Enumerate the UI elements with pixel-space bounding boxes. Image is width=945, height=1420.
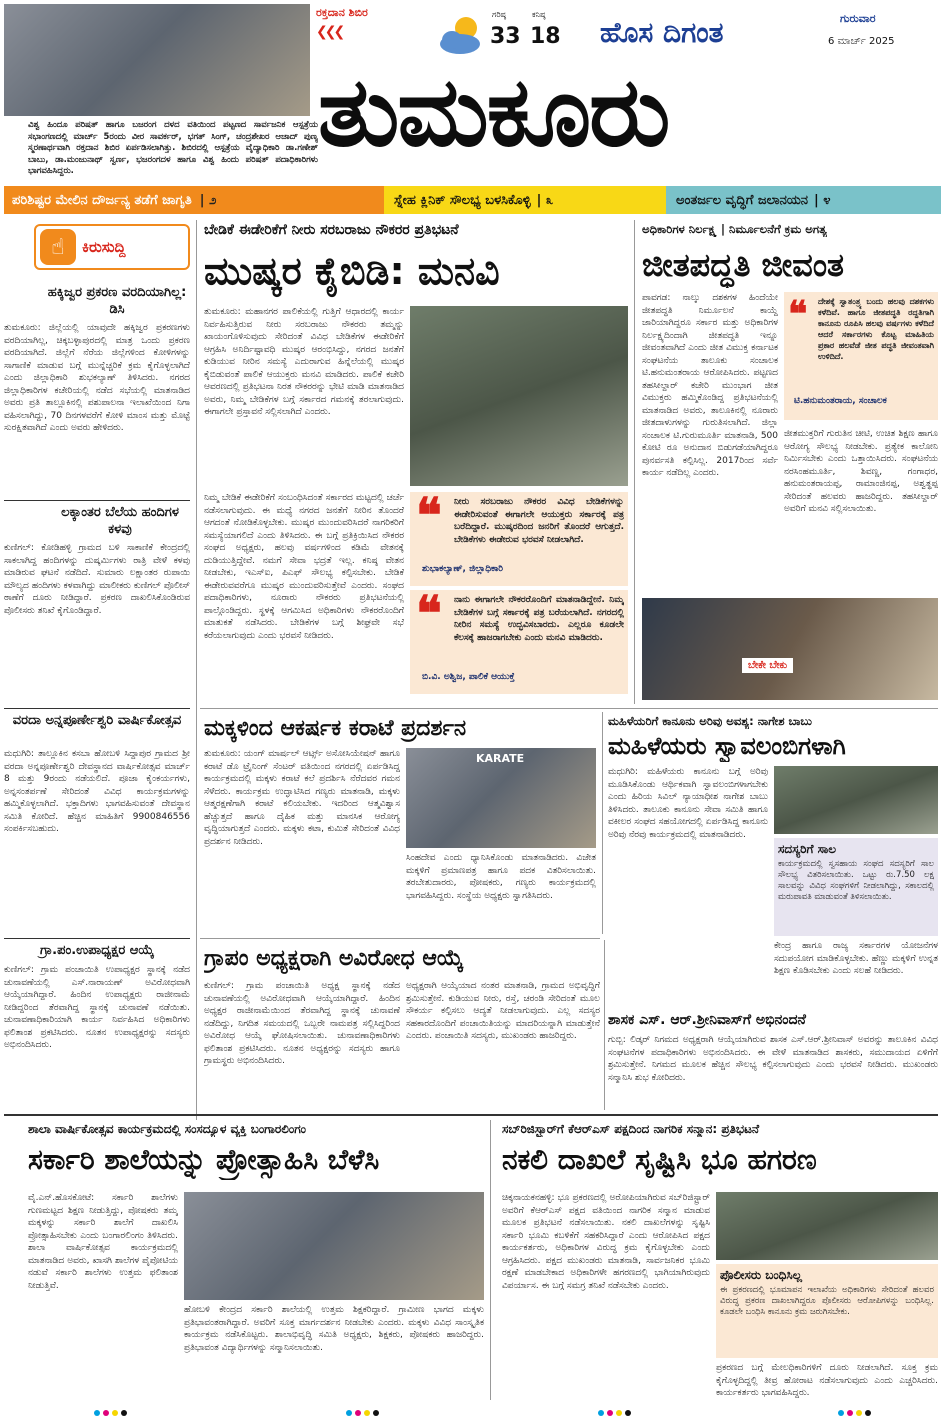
kiru-item-2-body: ಕುಣಿಗಲ್: ಕೋಡಿಹಳ್ಳಿ ಗ್ರಾಮದ ಬಳಿ ಸಾಕಾಣಿಕೆ ಕೇಂದ್ರದಲ್ಲಿ ಸಾಕಲಾಗಿದ್ದ ಹಂದಿಗಳನ್ನು ದುಷ್ಕರ್ಮಿಗಳು ರಾತ್ರಿ ವೇಳೆ ಕಳವು ಮಾಡಿರುವ ಘಟನೆ ನಡೆದಿದೆ. ಸುಮಾರು ಲಕ್ಷಾಂತರ ರುಪಾಯಿ ಮೌಲ್ಯದ ಹಂದಿಗಳು ಕಳವಾಗಿದ್ದು ಮಾಲೀಕರು ಕುಣಿಗಲ್ ಪೊಲೀಸ್ ಠಾಣೆಗೆ ದೂರು ನೀಡಿದ್ದಾರೆ. ಪ್ರಕರಣ ದಾಖಲಿಸಿಕೊಂಡಿರುವ ಪೊಲೀಸರು ತನಿಖೆ ಕೈಗೊಂಡಿದ್ದಾರೆ. — [4, 543, 190, 616]
lead-photo — [410, 306, 628, 486]
lead-kicker: ಬೇಡಿಕೆ ಈಡೇರಿಕೆಗೆ ನೀರು ಸರಬರಾಜು ನೌಕರರ ಪ್ರತಿಭಟನೆ — [204, 222, 459, 238]
column-rule — [634, 220, 635, 704]
quote-icon: ❝ — [788, 293, 808, 335]
school-body-1: ವೈ.ಎನ್.ಹೊಸಕೋಟೆ: ಸರ್ಕಾರಿ ಶಾಲೆಗಳು ಗುಣಮಟ್ಟದ ಶಿಕ್ಷಣ ನೀಡುತ್ತಿದ್ದು, ಪೋಷಕರು ತಮ್ಮ ಮಕ್ಕಳನ್ನು ಸರ್ಕಾರಿ ಶಾಲೆಗೆ ದಾಖಲಿಸಿ ಪ್ರೋತ್ಸಾಹಿಸಬೇಕು ಎಂದು ಬಂಗಾರಲಿಂಗಂ ತಿಳಿಸಿದರು. ಶಾಲಾ ವಾರ್ಷಿಕೋತ್ಸವ ಕಾರ್ಯಕ್ರಮದಲ್ಲಿ ಮಾತನಾಡಿದ ಅವರು, ಖಾಸಗಿ ಶಾಲೆಗಳ ಪೈಪೋಟಿಯ ನಡುವೆ ಸರ್ಕಾರಿ ಶಾಲೆಗಳು ಉತ್ತಮ ಫಲಿತಾಂಶ ನೀಡುತ್ತಿವೆ. — [28, 1193, 178, 1291]
quote-icon: ❝ — [416, 488, 442, 544]
karate-headline: ಮಕ್ಕಳಿಂದ ಆಕರ್ಷಕ ಕರಾಟೆ ಪ್ರದರ್ಶನ — [204, 716, 467, 741]
jeeta-headline: ಜೀತಪದ್ಧತಿ ಜೀವಂತ — [642, 246, 844, 284]
strip-item-3-page: | ೪ — [814, 192, 831, 208]
kiru-item-3-body: ಮಧುಗಿರಿ: ತಾಲ್ಲೂಕಿನ ಕಸಬಾ ಹೋಬಳಿ ಸಿದ್ದಾಪುರ ಗ್ರಾಮದ ಶ್ರೀ ವರದಾ ಅನ್ನಪೂರ್ಣೇಶ್ವರಿ ದೇವಸ್ಥಾನದ ವಾರ್ಷಿಕೋತ್ಸವ ಮಾರ್ಚ್ 8 ಮತ್ತು 9ರಂದು ನಡೆಯಲಿದೆ. ಪೂಜಾ ಕೈಂಕರ್ಯಗಳು, ಅನ್ನಸಂತರ್ಪಣೆ ಸೇರಿದಂತೆ ವಿವಿಧ ಕಾರ್ಯಕ್ರಮಗಳನ್ನು ಹಮ್ಮಿಕೊಳ್ಳಲಾಗಿದೆ. ಭಕ್ತಾದಿಗಳು ಭಾಗವಹಿಸುವಂತೆ ದೇವಸ್ಥಾನ ಸಮಿತಿ ಕೋರಿದೆ. ಹೆಚ್ಚಿನ ಮಾಹಿತಿಗೆ 9900846556 ಸಂಪರ್ಕಿಸಬಹುದು. — [4, 749, 190, 834]
lead-quote-1: ನೀರು ಸರಬರಾಜು ನೌಕರರ ವಿವಿಧ ಬೇಡಿಕೆಗಳನ್ನು ಈಡೇರಿಸುವಂತೆ ಈಗಾಗಲೇ ಆಯುಕ್ತರು ಸರ್ಕಾರಕ್ಕೆ ಪತ್ರ ಬರೆದಿದ್ದಾರೆ. ಮುಷ್ಕರದಿಂದ ಜನರಿಗೆ ತೊಂದರೆ ಆಗುತ್ತದೆ. ಬೇಡಿಕೆಗಳು ಈಡೇರುವ ಭರವಸೆ ನೀಡಲಾಗಿದೆ. — [454, 497, 624, 545]
column-rule — [196, 220, 197, 1120]
strip-item-2-text: ಸ್ನೇಹ ಕ್ಲಿನಿಕ್ ಸೌಲಭ್ಯ ಬಳಸಿಕೊಳ್ಳಿ — [394, 192, 531, 208]
row-rule — [200, 708, 938, 709]
gp-body-2: ಅಧ್ಯಕ್ಷರಾಗಿ ಆಯ್ಕೆಯಾದ ನಂತರ ಮಾತನಾಡಿ, ಗ್ರಾಮದ ಅಭಿವೃದ್ಧಿಗೆ ಶ್ರಮಿಸುತ್ತೇನೆ. ಕುಡಿಯುವ ನೀರು, ರಸ್ತೆ, ಚರಂಡಿ ಸೇರಿದಂತೆ ಮೂಲ ಸೌಕರ್ಯ ಕಲ್ಪಿಸಲು ಆದ್ಯತೆ ನೀಡಲಾಗುವುದು. ಎಲ್ಲ ಸದಸ್ಯರ ಸಹಕಾರದೊಂದಿಗೆ ಪಂಚಾಯಿತಿಯನ್ನು ಮಾದರಿಯನ್ನಾಗಿ ಮಾಡುತ್ತೇನೆ ಎಂದರು. ಪಂಚಾಯಿತಿ ಸದಸ್ಯರು, ಮುಖಂಡರು ಹಾಜರಿದ್ದರು. — [406, 981, 600, 1041]
lead-body-2: ನಿಮ್ಮ ಬೇಡಿಕೆ ಈಡೇರಿಕೆಗೆ ಸಂಬಂಧಿಸಿದಂತೆ ಸರ್ಕಾರದ ಮಟ್ಟದಲ್ಲಿ ಚರ್ಚೆ ನಡೆಸಲಾಗುವುದು. ಈ ಮಧ್ಯೆ ನಗರದ ಜನತೆಗೆ ನೀರಿನ ತೊಂದರೆ ಆಗದಂತೆ ನೋಡಿಕೊಳ್ಳಬೇಕು. ಮುಷ್ಕರ ಮುಂದುವರಿಸಿದರೆ ನಾಗರಿಕರಿಗೆ ಸಮಸ್ಯೆಯಾಗಲಿದೆ ಎಂದು ತಿಳಿಸಿದರು. ಈ ಬಗ್ಗೆ ಪ್ರತಿಕ್ರಿಯಿಸಿದ ನೌಕರರ ಸಂಘದ ಅಧ್ಯಕ್ಷರು, ಹಲವು ವರ್ಷಗಳಿಂದ ಕಡಿಮೆ ವೇತನಕ್ಕೆ ದುಡಿಯುತ್ತಿದ್ದೇವೆ. ನಮಗೆ ಸೇವಾ ಭದ್ರತೆ ಇಲ್ಲ. ಕನಿಷ್ಠ ವೇತನ ನೀಡಬೇಕು, ಇಎಸ್ಐ, ಪಿಎಫ್ ಸೌಲಭ್ಯ ಕಲ್ಪಿಸಬೇಕು. ಬೇಡಿಕೆ ಈಡೇರುವವರೆಗೂ ಮುಷ್ಕರ ಮುಂದುವರಿಸುತ್ತೇವೆ ಎಂದರು. ಸಂಘದ ಪದಾಧಿಕಾರಿಗಳು, ನೂರಾರು ನೌಕರರು ಪ್ರತಿಭಟನೆಯಲ್ಲಿ ಪಾಲ್ಗೊಂಡಿದ್ದರು. ಸ್ಥಳಕ್ಕೆ ಆಗಮಿಸಿದ ಅಧಿಕಾರಿಗಳು ನೌಕರರೊಂದಿಗೆ ಮಾತುಕತೆ ನಡೆಸಿದರು. ಬೇಡಿಕೆಗಳ ಬಗ್ಗೆ ಶೀಘ್ರವೇ ಸಭೆ ಕರೆಯಲಾಗುವುದು ಎಂದು ಭರವಸೆ ನೀಡಿದರು. — [204, 493, 404, 641]
kicker-text: ರಕ್ತದಾನ ಶಿಬಿರ — [316, 6, 368, 19]
lead-quote-2-source: ಬಿ.ವಿ. ಅಶ್ವಿಜ, ಪಾಲಿಕೆ ಆಯುಕ್ತೆ — [422, 672, 515, 682]
print-registration-dots — [598, 1410, 631, 1416]
weather-max-label: ಗರಿಷ್ಠ — [492, 10, 506, 19]
lead-quote-2-box — [410, 586, 628, 694]
women-body-1: ಮಧುಗಿರಿ: ಮಹಿಳೆಯರು ಕಾನೂನು ಬಗ್ಗೆ ಅರಿವು ಮೂಡಿಸಿಕೊಂಡು ಆರ್ಥಿಕವಾಗಿ ಸ್ವಾವಲಂಬಿಗಳಾಗಬೇಕು ಎಂದು ಹಿರಿಯ ಸಿವಿಲ್ ನ್ಯಾಯಾಧೀಶ ನಾಗೇಶ ಬಾಬು ತಿಳಿಸಿದರು. ತಾಲೂಕು ಕಾನೂನು ಸೇವಾ ಸಮಿತಿ ಹಾಗೂ ವಕೀಲರ ಸಂಘದ ಸಹಯೋಗದಲ್ಲಿ ಏರ್ಪಡಿಸಿದ್ದ ಕಾನೂನು ಅರಿವು ನೆರವು ಕಾರ್ಯಕ್ರಮದಲ್ಲಿ ಮಾತನಾಡಿದರು. — [608, 767, 768, 840]
jeeta-quote-box — [784, 292, 938, 420]
strip-item-3[interactable] — [666, 186, 941, 214]
weather-min-label: ಕನಿಷ್ಠ — [532, 10, 546, 19]
women-photo — [774, 766, 938, 834]
land-box — [716, 1264, 938, 1358]
school-headline: ಸರ್ಕಾರಿ ಶಾಲೆಯನ್ನು ಪ್ರೋತ್ಸಾಹಿಸಿ ಬೆಳೆಸಿ — [28, 1143, 380, 1176]
kiru-item-4-title: ಗ್ರಾ.ಪಂ.ಉಪಾಧ್ಯಕ್ಷರ ಆಯ್ಕೆ — [39, 943, 155, 958]
karate-body-2: ಸಿಂಹದೇವ ಎಂದು ಧ್ಯಾನಿಸಿಕೊಂಡು ಮಾತನಾಡಿದರು. ವಿಜೇತ ಮಕ್ಕಳಿಗೆ ಪ್ರಮಾಣಪತ್ರ ಹಾಗೂ ಪದಕ ವಿತರಿಸಲಾಯಿತು. ತರಬೇತುದಾರರು, ಪೋಷಕರು, ಗಣ್ಯರು ಕಾರ್ಯಕ್ರಮದಲ್ಲಿ ಭಾಗವಹಿಸಿದ್ದರು. ಸಂಸ್ಥೆಯ ಅಧ್ಯಕ್ಷರು ಸ್ವಾಗತಿಸಿದರು. — [406, 853, 596, 901]
jeeta-photo — [642, 598, 938, 700]
land-box-body: ಈ ಪ್ರಕರಣದಲ್ಲಿ ಭೂಮಾಪನ ಇಲಾಖೆಯ ಅಧಿಕಾರಿಗಳು ಸೇರಿದಂತೆ ಹಲವರ ವಿರುದ್ಧ ಪ್ರಕರಣ ದಾಖಲಾಗಿದ್ದರೂ ಪೊಲೀಸರು ಆರೋಪಿಗಳನ್ನು ಬಂಧಿಸಿಲ್ಲ. ಕೂಡಲೇ ಬಂಧಿಸಿ ಕಾನೂನು ಕ್ರಮ ಜರುಗಿಸಬೇಕು. — [720, 1285, 934, 1317]
kiru-item-3-title: ವರದಾ ಅನ್ನಪೂರ್ಣೇಶ್ವರಿ ವಾರ್ಷಿಕೋತ್ಸವ — [12, 713, 182, 728]
lead-quote-2: ನಾನು ಈಗಾಗಲೇ ನೌಕರರೊಂದಿಗೆ ಮಾತನಾಡಿದ್ದೇನೆ. ನಿಮ್ಮ ಬೇಡಿಕೆಗಳ ಬಗ್ಗೆ ಸರ್ಕಾರಕ್ಕೆ ಪತ್ರ ಬರೆಯಲಾಗಿದೆ. ನಗರದಲ್ಲಿ ನೀರಿನ ಸಮಸ್ಯೆ ಉದ್ಭವಿಸಬಾರದು. ಎಲ್ಲರೂ ಕೂಡಲೇ ಕೆಲಸಕ್ಕೆ ಹಾಜರಾಗಬೇಕು ಎಂದು ಮನವಿ ಮಾಡಿದರು. — [454, 595, 624, 643]
date-label: 6 ಮಾರ್ಚ್ 2025 — [828, 36, 895, 47]
kiru-suddi-brand: ಕಿರುಸುದ್ದಿ — [82, 238, 126, 256]
jeeta-body-1: ಪಾವಗಡ: ನಾಲ್ಕು ದಶಕಗಳ ಹಿಂದೆಯೇ ಜೀತಪದ್ಧತಿ ನಿರ್ಮೂಲನೆ ಕಾಯ್ದೆ ಜಾರಿಯಾಗಿದ್ದರೂ ಸರ್ಕಾರ ಮತ್ತು ಅಧಿಕಾರಿಗಳ ನಿರ್ಲಕ್ಷ್ಯದಿಂದಾಗಿ ಜೀತಪದ್ಧತಿ ಇನ್ನೂ ಜೀವಂತವಾಗಿದೆ ಎಂದು ಜೀತ ವಿಮುಕ್ತ ಕರ್ನಾಟಕ ಸಂಘಟನೆಯ ತಾಲೂಕು ಸಂಚಾಲಕ ಟಿ.ಹನುಮಂತರಾಯ ಆರೋಪಿಸಿದರು. ಪಟ್ಟಣದ ತಹಸೀಲ್ದಾರ್ ಕಚೇರಿ ಮುಂಭಾಗ ಜೀತ ವಿಮುಕ್ತರು ಹಮ್ಮಿಕೊಂಡಿದ್ದ ಪ್ರತಿಭಟನೆಯಲ್ಲಿ ಮಾತನಾಡಿದ ಅವರು, ತಾಲೂಕಿನಲ್ಲಿ ನೂರಾರು ಜೀತದಾಳುಗಳನ್ನು ಗುರುತಿಸಲಾಗಿದೆ. ಜಿಲ್ಲಾ ಸಂಚಾಲಕ ಟಿ.ಗುರುಮೂರ್ತಿ ಮಾತನಾಡಿ, 500 ಕೋಟಿ ರೂ ಅನುದಾನ ಬಿಡುಗಡೆಯಾಗಿದ್ದರೂ ಪುನರ್ವಸತಿ ಕಲ್ಪಿಸಿಲ್ಲ. 2017ರಿಂದ ಸರ್ವೆ ಕಾರ್ಯ ನಡೆದಿಲ್ಲ ಎಂದರು. — [642, 293, 778, 478]
land-photo — [716, 1192, 938, 1260]
top-photo-caption: ವಿಶ್ವ ಹಿಂದೂ ಪರಿಷತ್ ಹಾಗೂ ಬಜರಂಗ ದಳದ ವತಿಯಿಂದ ಪಟ್ಟಣದ ಸಾರ್ವಜನಿಕ ಆಸ್ಪತ್ರೆಯ ಸಭಾಂಗಣದಲ್ಲಿ ಮಾರ್ಚ್ 5ರಂದು ವೀರ ಸಾವರ್ಕರ್, ಭಗತ್ ಸಿಂಗ್, ಚಂದ್ರಶೇಖರ ಆಜಾದ್ ಪುಣ್ಯ ಸ್ಮರಣಾರ್ಥವಾಗಿ ರಕ್ತದಾನ ಶಿಬಿರ ಏರ್ಪಡಿಸಲಾಗಿತ್ತು. ಶಿಬಿರದಲ್ಲಿ ಆಸ್ಪತ್ರೆಯ ವೈದ್ಯಾಧಿಕಾರಿ ಡಾ.ಗಣೇಶ್ ಬಾಬು, ಡಾ.ಮಂಜುನಾಥ್ ಸ್ವರ್ಣ, ಭಜರಂಗದಳ ಹಾಗೂ ವಿಶ್ವ ಹಿಂದು ಪರಿಷತ್ ಪದಾಧಿಕಾರಿಗಳು ಭಾಗವಹಿಸಿದ್ದರು. — [28, 120, 318, 176]
land-kicker: ಸಬ್‌ರಿಜಿಸ್ಟ್ರಾರ್‌ಗೆ ಕೆಆರ್‌ಎಸ್ ಪಕ್ಷದಿಂದ ನಾಗರಿಕ ಸನ್ಮಾನ: ಪ್ರತಿಭಟನೆ — [502, 1122, 760, 1136]
column-rule — [490, 1120, 491, 1400]
land-headline: ನಕಲಿ ದಾಖಲೆ ಸೃಷ್ಟಿಸಿ ಭೂ ಹಗರಣ — [502, 1143, 817, 1176]
land-box-title: ಪೊಲೀಸರು ಬಂಧಿಸಿಲ್ಲ — [720, 1268, 802, 1282]
gp-headline: ಗ್ರಾಪಂ ಅಧ್ಯಕ್ಷರಾಗಿ ಅವಿರೋಧ ಆಯ್ಕೆ — [204, 946, 464, 971]
school-kicker: ಶಾಲಾ ವಾರ್ಷಿಕೋತ್ಸವ ಕಾರ್ಯಕ್ರಮದಲ್ಲಿ ಸಂಸದ್ಯೂಳ ವ್ಯಕ್ತಿ ಬಂಗಾರಲಿಂಗಂ — [28, 1122, 307, 1136]
divider — [4, 500, 190, 501]
karate-banner: KARATE — [476, 752, 525, 765]
karate-body-1: ತುಮಕೂರು: ಯಂಗ್ ಮಾರ್ಷಲ್ ಆರ್ಟ್ಸ್ ಅಸೋಸಿಯೇಷನ್ ಹಾಗೂ ಕರಾಟೆ ಡೊ ಟ್ರೈನಿಂಗ್ ಸೆಂಟರ್ ವತಿಯಿಂದ ನಗರದಲ್ಲಿ ಏರ್ಪಡಿಸಿದ್ದ ಕಾರ್ಯಕ್ರಮದಲ್ಲಿ ಮಕ್ಕಳು ಕರಾಟೆ ಕಲೆ ಪ್ರದರ್ಶಿಸಿ ನೆರೆದವರ ಗಮನ ಸೆಳೆದರು. ಕಾರ್ಯಕ್ರಮ ಉದ್ಘಾಟಿಸಿದ ಗಣ್ಯರು ಮಾತನಾಡಿ, ಮಕ್ಕಳು ಆತ್ಮರಕ್ಷಣೆಗಾಗಿ ಕರಾಟೆ ಕಲಿಯಬೇಕು. ಇದರಿಂದ ಆತ್ಮವಿಶ್ವಾಸ ಹೆಚ್ಚುತ್ತದೆ ಹಾಗೂ ದೈಹಿಕ ಮತ್ತು ಮಾನಸಿಕ ಆರೋಗ್ಯ ವೃದ್ಧಿಯಾಗುತ್ತದೆ ಎಂದರು. ಮಕ್ಕಳು ಕಟಾ, ಕುಮಿತೆ ಸೇರಿದಂತೆ ವಿವಿಧ ಪ್ರದರ್ಶನ ನೀಡಿದರು. — [204, 749, 400, 847]
pointing-hand-icon: ☝ — [40, 229, 76, 265]
school-photo — [184, 1192, 484, 1300]
divider — [4, 708, 190, 709]
strip-item-2[interactable] — [384, 186, 666, 214]
srinivas-body: ಗುಬ್ಬಿ: ಲಿಡ್ಕರ್ ನಿಗಮದ ಅಧ್ಯಕ್ಷರಾಗಿ ಆಯ್ಕೆಯಾಗಿರುವ ಶಾಸಕ ಎಸ್.ಆರ್.ಶ್ರೀನಿವಾಸ್ ಅವರನ್ನು ತಾಲೂಕಿನ ವಿವಿಧ ಸಂಘಟನೆಗಳ ಪದಾಧಿಕಾರಿಗಳು ಅಭಿನಂದಿಸಿದರು. ಈ ವೇಳೆ ಮಾತನಾಡಿದ ಶಾಸಕರು, ಸಮುದಾಯದ ಏಳಿಗೆಗೆ ಶ್ರಮಿಸುತ್ತೇನೆ. ನಿಗಮದ ಮೂಲಕ ಹೆಚ್ಚಿನ ಸೌಲಭ್ಯ ಕಲ್ಪಿಸಲಾಗುವುದು ಎಂದು ಭರವಸೆ ನೀಡಿದರು. ಮುಖಂಡರು ಸನ್ಮಾನಿಸಿ ಶುಭ ಕೋರಿದರು. — [608, 1035, 938, 1083]
kiru-item-2-title: ಲಕ್ಕಾಂತರ ಬೆಲೆಯ ಹಂದಿಗಳ ಕಳವು — [61, 505, 179, 537]
top-photo — [4, 4, 310, 116]
srinivas-headline: ಶಾಸಕ ಎಸ್. ಆರ್.ಶ್ರೀನಿವಾಸ್‌ಗೆ ಅಭಿನಂದನೆ — [608, 1012, 806, 1028]
column-rule — [604, 940, 605, 1110]
strip-item-1[interactable] — [4, 186, 384, 214]
weather-min: 18 — [530, 24, 561, 49]
print-registration-dots — [838, 1410, 871, 1416]
women-box-body: ಕಾರ್ಯಕ್ರಮದಲ್ಲಿ ಸ್ವಸಹಾಯ ಸಂಘದ ಸದಸ್ಯರಿಗೆ ಸಾಲ ಸೌಲಭ್ಯ ವಿತರಿಸಲಾಯಿತು. ಒಟ್ಟು ರು.7.50 ಲಕ್ಷ ಸಾಲವನ್ನು ವಿವಿಧ ಸಂಘಗಳಿಗೆ ನೀಡಲಾಗಿದ್ದು, ಸಕಾಲದಲ್ಲಿ ಮರುಪಾವತಿ ಮಾಡುವಂತೆ ತಿಳಿಸಲಾಯಿತು. — [778, 859, 934, 902]
divider — [4, 938, 190, 939]
strip-item-2-page: | ೩ — [536, 192, 554, 208]
land-body-2: ಪ್ರಕರಣದ ಬಗ್ಗೆ ಮೇಲಧಿಕಾರಿಗಳಿಗೆ ದೂರು ನೀಡಲಾಗಿದೆ. ಸೂಕ್ತ ಕ್ರಮ ಕೈಗೊಳ್ಳದಿದ್ದಲ್ಲಿ ತೀವ್ರ ಹೋರಾಟ ನಡೆಸಲಾಗುವುದು ಎಂದು ಎಚ್ಚರಿಸಿದರು. ಕಾರ್ಯಕರ್ತರು ಭಾಗವಹಿಸಿದ್ದರು. — [716, 1363, 938, 1398]
women-box — [774, 838, 938, 936]
kicker-label — [316, 6, 368, 20]
lead-body-1: ತುಮಕೂರು: ಮಹಾನಗರ ಪಾಲಿಕೆಯಲ್ಲಿ ಗುತ್ತಿಗೆ ಆಧಾರದಲ್ಲಿ ಕಾರ್ಯ ನಿರ್ವಹಿಸುತ್ತಿರುವ ನೀರು ಸರಬರಾಜು ನೌಕರರು ತಮ್ಮನ್ನು ಖಾಯಂಗೊಳಿಸುವುದು ಸೇರಿದಂತೆ ವಿವಿಧ ಬೇಡಿಕೆಗಳ ಈಡೇರಿಕೆಗೆ ಆಗ್ರಹಿಸಿ ಅನಿರ್ದಿಷ್ಟಾವಧಿ ಮುಷ್ಕರ ಆರಂಭಿಸಿದ್ದು, ನಗರದ ಜನತೆಗೆ ಕುಡಿಯುವ ನೀರಿನ ಸಮಸ್ಯೆ ಎದುರಾಗುವ ಹಿನ್ನೆಲೆಯಲ್ಲಿ ಮುಷ್ಕರ ಕೈಬಿಡುವಂತೆ ಪಾಲಿಕೆ ಆಯುಕ್ತರು ಮನವಿ ಮಾಡಿದರು. ಪಾಲಿಕೆ ಕಚೇರಿ ಆವರಣದಲ್ಲಿ ಪ್ರತಿಭಟನಾ ನಿರತ ನೌಕರರನ್ನು ಭೇಟಿ ಮಾಡಿ ಮಾತನಾಡಿದ ಅವರು, ನಿಮ್ಮ ಬೇಡಿಕೆಗಳ ಬಗ್ಗೆ ಸರ್ಕಾರದ ಗಮನಕ್ಕೆ ತರಲಾಗುವುದು. ಈಗಾಗಲೇ ಪ್ರಸ್ತಾವನೆ ಸಲ್ಲಿಸಲಾಗಿದೆ ಎಂದರು. — [204, 307, 404, 417]
weather-max: 33 — [490, 24, 521, 49]
strip-item-1-text: ಪರಿಶಿಷ್ಟರ ಮೇಲಿನ ದೌರ್ಜನ್ಯ ತಡೆಗೆ ಜಾಗೃತಿ — [12, 192, 192, 208]
chevrons-icon: ❮❮❮ — [316, 24, 343, 40]
kiru-item-1-body: ತುಮಕೂರು: ಜಿಲ್ಲೆಯಲ್ಲಿ ಯಾವುದೇ ಹಕ್ಕಿಜ್ವರ ಪ್ರಕರಣಗಳು ವರದಿಯಾಗಿಲ್ಲ, ಚಿಕ್ಕಬಳ್ಳಾಪುರದಲ್ಲಿ ಮಾತ್ರ ಒಂದು ಪ್ರಕರಣ ವರದಿಯಾಗಿದೆ. ಜಿಲ್ಲೆಗೆ ನೆರೆಯ ಜಿಲ್ಲೆಗಳಿಂದ ಕೋಳಿಗಳನ್ನು ಸಾಗಾಣಿಕೆ ಮಾಡುವ ಬಗ್ಗೆ ಮುನ್ನೆಚ್ಚರಿಕೆ ಕ್ರಮ ಕೈಗೊಳ್ಳಲಾಗಿದೆ ಎಂದು ಜಿಲ್ಲಾಧಿಕಾರಿ ಶುಭಕಲ್ಯಾಣ್ ತಿಳಿಸಿದರು. ನಗರದ ಜಿಲ್ಲಾಧಿಕಾರಿಗಳ ಕಚೇರಿಯಲ್ಲಿ ನಡೆದ ಸಭೆಯಲ್ಲಿ ಮಾತನಾಡಿದ ಅವರು ಪ್ರತಿ ತಾಲ್ಲೂಕಿನಲ್ಲಿ ಪಶುಪಾಲನಾ ಇಲಾಖೆಯಿಂದ ನಿಗಾ ವಹಿಸಲಾಗಿದ್ದು, 70 ದಿನಗಳವರೆಗೆ ಕೋಳಿ ಮಾಂಸ ಮತ್ತು ಮೊಟ್ಟೆ ಸುರಕ್ಷಿತವಾಗಿದೆ ಎಂದು ಅವರು ಹೇಳಿದರು. — [4, 323, 190, 433]
kiru-item-4-body: ಕುಣಿಗಲ್: ಗ್ರಾಮ ಪಂಚಾಯಿತಿ ಉಪಾಧ್ಯಕ್ಷರ ಸ್ಥಾನಕ್ಕೆ ನಡೆದ ಚುನಾವಣೆಯಲ್ಲಿ ಎಸ್.ನಾರಾಯಣ್ ಅವಿರೋಧವಾಗಿ ಆಯ್ಕೆಯಾಗಿದ್ದಾರೆ. ಹಿಂದಿನ ಉಪಾಧ್ಯಕ್ಷರು ರಾಜೀನಾಮೆ ನೀಡಿದ್ದರಿಂದ ತೆರವಾಗಿದ್ದ ಸ್ಥಾನಕ್ಕೆ ಚುನಾವಣೆ ನಡೆಯಿತು. ಚುನಾವಣಾಧಿಕಾರಿಯಾಗಿ ಕಾರ್ಯ ನಿರ್ವಹಿಸಿದ ಅಧಿಕಾರಿಗಳು ಫಲಿತಾಂಶ ಪ್ರಕಟಿಸಿದರು. ನೂತನ ಉಪಾಧ್ಯಕ್ಷರನ್ನು ಸದಸ್ಯರು ಅಭಿನಂದಿಸಿದರು. — [4, 965, 190, 1050]
women-kicker: ಮಹಿಳೆಯರಿಗೆ ಕಾನೂನು ಅರಿವು ಅವಶ್ಯ: ನಾಗೇಶ ಬಾಬು — [608, 714, 812, 728]
city-title: ತುಮಕೂರು — [318, 56, 669, 168]
row-rule — [200, 938, 600, 939]
women-headline: ಮಹಿಳೆಯರು ಸ್ವಾವಲಂಬಿಗಳಾಗಿ — [608, 732, 846, 760]
women-body-3: ಕೇಂದ್ರ ಹಾಗೂ ರಾಜ್ಯ ಸರ್ಕಾರಗಳ ಯೋಜನೆಗಳ ಸದುಪಯೋಗ ಮಾಡಿಕೊಳ್ಳಬೇಕು. ಹೆಣ್ಣು ಮಕ್ಕಳಿಗೆ ಉನ್ನತ ಶಿಕ್ಷಣ ಕೊಡಿಸಬೇಕು ಎಂದು ಸಲಹೆ ನೀಡಿದರು. — [774, 941, 938, 976]
kiru-suddi-header — [34, 224, 190, 270]
lead-headline: ಮುಷ್ಕರ ಕೈಬಿಡಿ: ಮನವಿ — [204, 249, 500, 293]
jeeta-quote: ದೇಶಕ್ಕೆ ಸ್ವಾತಂತ್ರ್ಯ ಬಂದು ಹಲವು ದಶಕಗಳು ಕಳೆದಿವೆ. ಹಾಗೂ ಜೀತಪದ್ಧತಿ ರದ್ದತಿಗಾಗಿ ಕಾನೂನು ರೂಪಿಸಿ ಹಲವು ವರ್ಷಗಳು ಕಳೆದಿದೆ ಆದರೆ ಸರ್ಕಾರಗಳು ಕೊಟ್ಟ ಮಾಹಿತಿಯ ಪ್ರಕಾರ ಹಲವೆಡೆ ಜೀತ ಪದ್ಧತಿ ಜೀವಂತವಾಗಿ ಉಳಿದಿದೆ. — [818, 297, 934, 361]
print-registration-dots — [94, 1410, 127, 1416]
quote-icon: ❝ — [416, 586, 442, 642]
strip-item-3-text: ಅಂತರ್ಜಲ ವೃದ್ಧಿಗೆ ಜಲಾನಯನ — [676, 192, 808, 208]
women-box-title: ಸದಸ್ಯರಿಗೆ ಸಾಲ — [778, 842, 837, 856]
jeeta-quote-source: ಟಿ.ಹನುಮಂತರಾಯ, ಸಂಚಾಲಕ — [794, 396, 887, 406]
jeeta-kicker: ಅಧಿಕಾರಿಗಳ ನಿರ್ಲಕ್ಷ್ಯ | ನಿರ್ಮೂಲನೆಗೆ ಕ್ರಮ ಅಗತ್ಯ — [642, 222, 827, 236]
karate-photo — [406, 748, 596, 848]
strip-item-1-page: | ೨ — [199, 192, 217, 208]
day-label: ಗುರುವಾರ — [840, 12, 876, 25]
kiru-item-1-title: ಹಕ್ಕಿಜ್ವರ ಪ್ರಕರಣ ವರದಿಯಾಗಿಲ್ಲ: ಡಿಸಿ — [47, 285, 187, 317]
land-body-1: ಚಿಕ್ಕನಾಯಕನಹಳ್ಳಿ: ಭೂ ಪ್ರಕರಣದಲ್ಲಿ ಅರೋಪಿಯಾಗಿರುವ ಸಬ್‌ರಿಜಿಸ್ಟ್ರಾರ್ ಅವರಿಗೆ ಕೆಆರ್‌ಎಸ್ ಪಕ್ಷದ ವತಿಯಿಂದ ನಾಗರಿಕ ಸನ್ಮಾನ ಮಾಡುವ ಮೂಲಕ ಪ್ರತಿಭಟನೆ ನಡೆಸಲಾಯಿತು. ನಕಲಿ ದಾಖಲೆಗಳನ್ನು ಸೃಷ್ಟಿಸಿ ಸರ್ಕಾರಿ ಭೂಮಿ ಕಬಳಿಕೆಗೆ ಸಹಕರಿಸಿದ್ದಾರೆ ಎಂದು ಆರೋಪಿಸಿದ ಪಕ್ಷದ ಕಾರ್ಯಕರ್ತರು, ಅಧಿಕಾರಿಗಳ ವಿರುದ್ಧ ಕ್ರಮ ಕೈಗೊಳ್ಳಬೇಕು ಎಂದು ಆಗ್ರಹಿಸಿದರು. ಪಕ್ಷದ ಮುಖಂಡರು ಮಾತನಾಡಿ, ಸಾರ್ವಜನಿಕರ ಭೂಮಿ ರಕ್ಷಣೆ ಮಾಡಬೇಕಾದ ಅಧಿಕಾರಿಗಳೇ ಹಗರಣದಲ್ಲಿ ಭಾಗಿಯಾಗಿರುವುದು ವಿಪರ್ಯಾಸ. ಈ ಬಗ್ಗೆ ಸಮಗ್ರ ತನಿಖೆ ನಡೆಸಬೇಕು ಎಂದರು. — [502, 1193, 710, 1291]
column-rule — [602, 712, 603, 934]
school-body-2: ಹೋಬಳಿ ಕೇಂದ್ರದ ಸರ್ಕಾರಿ ಶಾಲೆಯಲ್ಲಿ ಉತ್ತಮ ಶಿಕ್ಷಕರಿದ್ದಾರೆ. ಗ್ರಾಮೀಣ ಭಾಗದ ಮಕ್ಕಳು ಪ್ರತಿಭಾವಂತರಾಗಿದ್ದಾರೆ. ಅವರಿಗೆ ಸೂಕ್ತ ಮಾರ್ಗದರ್ಶನ ನೀಡಬೇಕು ಎಂದರು. ಮಕ್ಕಳು ವಿವಿಧ ಸಾಂಸ್ಕೃತಿಕ ಕಾರ್ಯಕ್ರಮ ನಡೆಸಿಕೊಟ್ಟರು. ಶಾಲಾಭಿವೃದ್ಧಿ ಸಮಿತಿ ಅಧ್ಯಕ್ಷರು, ಶಿಕ್ಷಕರು, ಪೋಷಕರು ಹಾಜರಿದ್ದರು. ಪ್ರತಿಭಾವಂತ ವಿದ್ಯಾರ್ಥಿಗಳನ್ನು ಸನ್ಮಾನಿಸಲಾಯಿತು. — [184, 1305, 484, 1353]
lead-quote-1-box — [410, 488, 628, 586]
lead-quote-1-source: ಶುಭಾಕಲ್ಯಾಣ್, ಜಿಲ್ಲಾಧಿಕಾರಿ — [422, 564, 504, 574]
gp-body-1: ಕುಣಿಗಲ್: ಗ್ರಾಮ ಪಂಚಾಯಿತಿ ಅಧ್ಯಕ್ಷ ಸ್ಥಾನಕ್ಕೆ ನಡೆದ ಚುನಾವಣೆಯಲ್ಲಿ ಅವಿರೋಧವಾಗಿ ಆಯ್ಕೆಯಾಗಿದ್ದಾರೆ. ಹಿಂದಿನ ಅಧ್ಯಕ್ಷರ ರಾಜೀನಾಮೆಯಿಂದ ತೆರವಾಗಿದ್ದ ಸ್ಥಾನಕ್ಕೆ ಚುನಾವಣೆ ನಡೆದಿದ್ದು, ನಿಗದಿತ ಸಮಯದಲ್ಲಿ ಒಬ್ಬರೇ ನಾಮಪತ್ರ ಸಲ್ಲಿಸಿದ್ದರಿಂದ ಅವಿರೋಧ ಆಯ್ಕೆ ಘೋಷಿಸಲಾಯಿತು. ಚುನಾವಣಾಧಿಕಾರಿಗಳು ಫಲಿತಾಂಶ ಪ್ರಕಟಿಸಿದರು. ನೂತನ ಅಧ್ಯಕ್ಷರನ್ನು ಸದಸ್ಯರು ಹಾಗೂ ಗ್ರಾಮಸ್ಥರು ಅಭಿನಂದಿಸಿದರು. — [204, 981, 400, 1066]
print-registration-dots — [346, 1410, 379, 1416]
paper-name: ಹೊಸ ದಿಗಂತ — [600, 16, 724, 49]
row-rule — [4, 1114, 938, 1116]
jeeta-body-3: ಜೀತಮುಕ್ತರಿಗೆ ಗುರುತಿನ ಚೀಟಿ, ಉಚಿತ ಶಿಕ್ಷಣ ಹಾಗೂ ಆರೋಗ್ಯ ಸೌಲಭ್ಯ ನೀಡಬೇಕು. ಪ್ರತ್ಯೇಕ ಕಾಲೋನಿ ನಿರ್ಮಿಸಬೇಕು ಎಂದು ಒತ್ತಾಯಿಸಿದರು. ಸಂಘಟನೆಯ ನರಸಿಂಹಮೂರ್ತಿ, ಶಿವಣ್ಣ, ಗಂಗಾಧರ, ಹನುಮಂತರಾಯಪ್ಪ, ರಾಮಾಂಜಿನಪ್ಪ, ಅಶ್ವತ್ಥಪ್ಪ ಸೇರಿದಂತೆ ಹಲವರು ಹಾಜರಿದ್ದರು. ತಹಸೀಲ್ದಾರ್ ಅವರಿಗೆ ಮನವಿ ಸಲ್ಲಿಸಲಾಯಿತು. — [784, 429, 938, 514]
jeeta-placard: ಬೇಕೇ ಬೇಕು — [742, 658, 793, 673]
